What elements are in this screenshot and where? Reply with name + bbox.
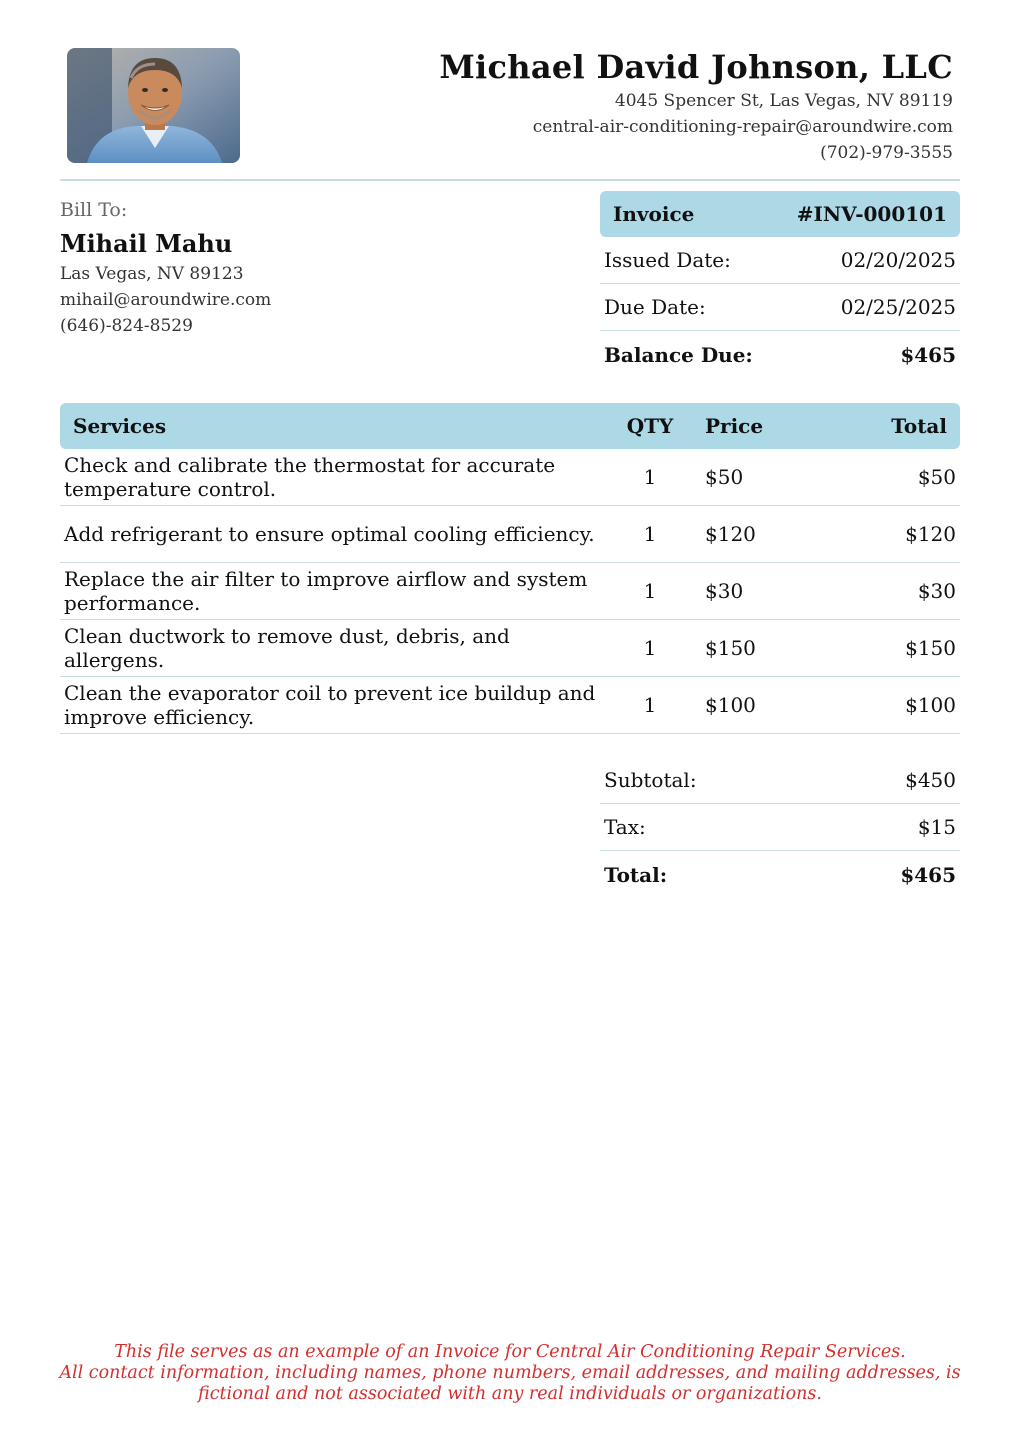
total-row — [600, 851, 960, 898]
service-price: $100 — [705, 693, 756, 717]
totals-section — [600, 757, 960, 898]
issued-date-row — [600, 237, 960, 284]
service-total: $150 — [905, 636, 956, 660]
tax-value: $15 — [917, 815, 956, 839]
service-qty: 1 — [643, 522, 657, 546]
header-total: Total — [891, 414, 947, 438]
services-table-header — [60, 403, 960, 449]
invoice-label: Invoice — [613, 202, 695, 226]
service-price: $50 — [705, 465, 744, 489]
company-info — [439, 48, 953, 166]
due-date-row — [600, 284, 960, 331]
balance-due-row — [600, 331, 960, 378]
service-price: $30 — [705, 579, 744, 603]
person-portrait-image — [67, 48, 240, 163]
table-row — [60, 506, 960, 563]
invoice-header — [600, 191, 960, 237]
service-qty: 1 — [643, 465, 657, 489]
header-qty: QTY — [626, 414, 674, 438]
service-total: $100 — [905, 693, 956, 717]
header-services: Services — [73, 414, 167, 438]
company-phone: (702)-979-3555 — [820, 143, 953, 163]
subtotal-row — [600, 757, 960, 804]
client-email: mihail@aroundwire.com — [60, 290, 272, 310]
table-row — [60, 449, 960, 506]
service-price: $120 — [705, 522, 756, 546]
invoice-number: #INV-000101 — [796, 202, 947, 226]
disclaimer-line: This file serves as an example of an Invoice for Central Air Conditioning Repair Services. — [114, 1342, 906, 1362]
service-price: $150 — [705, 636, 756, 660]
table-row — [60, 620, 960, 677]
due-date-label: Due Date: — [604, 295, 706, 319]
total-value: $465 — [900, 862, 956, 887]
service-description: Check and calibrate the thermostat for accurate temperature control. — [64, 453, 556, 501]
subtotal-value: $450 — [905, 768, 956, 792]
table-row — [60, 563, 960, 620]
issued-date-value: 02/20/2025 — [840, 248, 956, 272]
company-photo — [67, 48, 240, 163]
service-total: $30 — [917, 579, 956, 603]
company-address: 4045 Spencer St, Las Vegas, NV 89119 — [614, 91, 953, 111]
header-divider — [60, 179, 960, 181]
header-price: Price — [705, 414, 764, 438]
service-qty: 1 — [643, 579, 657, 603]
bill-to-label: Bill To: — [60, 199, 128, 221]
service-description: Clean ductwork to remove dust, debris, and allergens. — [64, 624, 510, 672]
issued-date-label: Issued Date: — [604, 248, 731, 272]
bill-to-section — [60, 197, 271, 339]
balance-due-label: Balance Due: — [604, 342, 753, 367]
disclaimer-line: All contact information, including names, phone numbers, email addresses, and mailing addresses, is — [59, 1363, 961, 1383]
client-address: Las Vegas, NV 89123 — [60, 264, 244, 284]
invoice-meta — [600, 191, 960, 378]
service-description: Add refrigerant to ensure optimal cooling efficiency. — [64, 522, 595, 546]
tax-row — [600, 804, 960, 851]
service-qty: 1 — [643, 636, 657, 660]
client-name: Mihail Mahu — [60, 229, 233, 258]
client-phone: (646)-824-8529 — [60, 316, 193, 336]
company-name: Michael David Johnson, LLC — [439, 48, 953, 86]
subtotal-label: Subtotal: — [604, 768, 697, 792]
tax-label: Tax: — [604, 815, 646, 839]
service-total: $50 — [917, 465, 956, 489]
services-table — [60, 403, 960, 734]
company-email: central-air-conditioning-repair@aroundwire.com — [532, 117, 953, 137]
balance-due-value: $465 — [900, 342, 956, 367]
disclaimer — [0, 1342, 1020, 1405]
service-description: Clean the evaporator coil to prevent ice buildup and improve efficiency. — [64, 681, 596, 729]
due-date-value: 02/25/2025 — [840, 295, 956, 319]
service-total: $120 — [905, 522, 956, 546]
service-qty: 1 — [643, 693, 657, 717]
table-row — [60, 677, 960, 734]
total-label: Total: — [604, 862, 668, 887]
disclaimer-line: fictional and not associated with any real individuals or organizations. — [198, 1384, 822, 1404]
service-description: Replace the air filter to improve airflow and system performance. — [64, 567, 588, 615]
